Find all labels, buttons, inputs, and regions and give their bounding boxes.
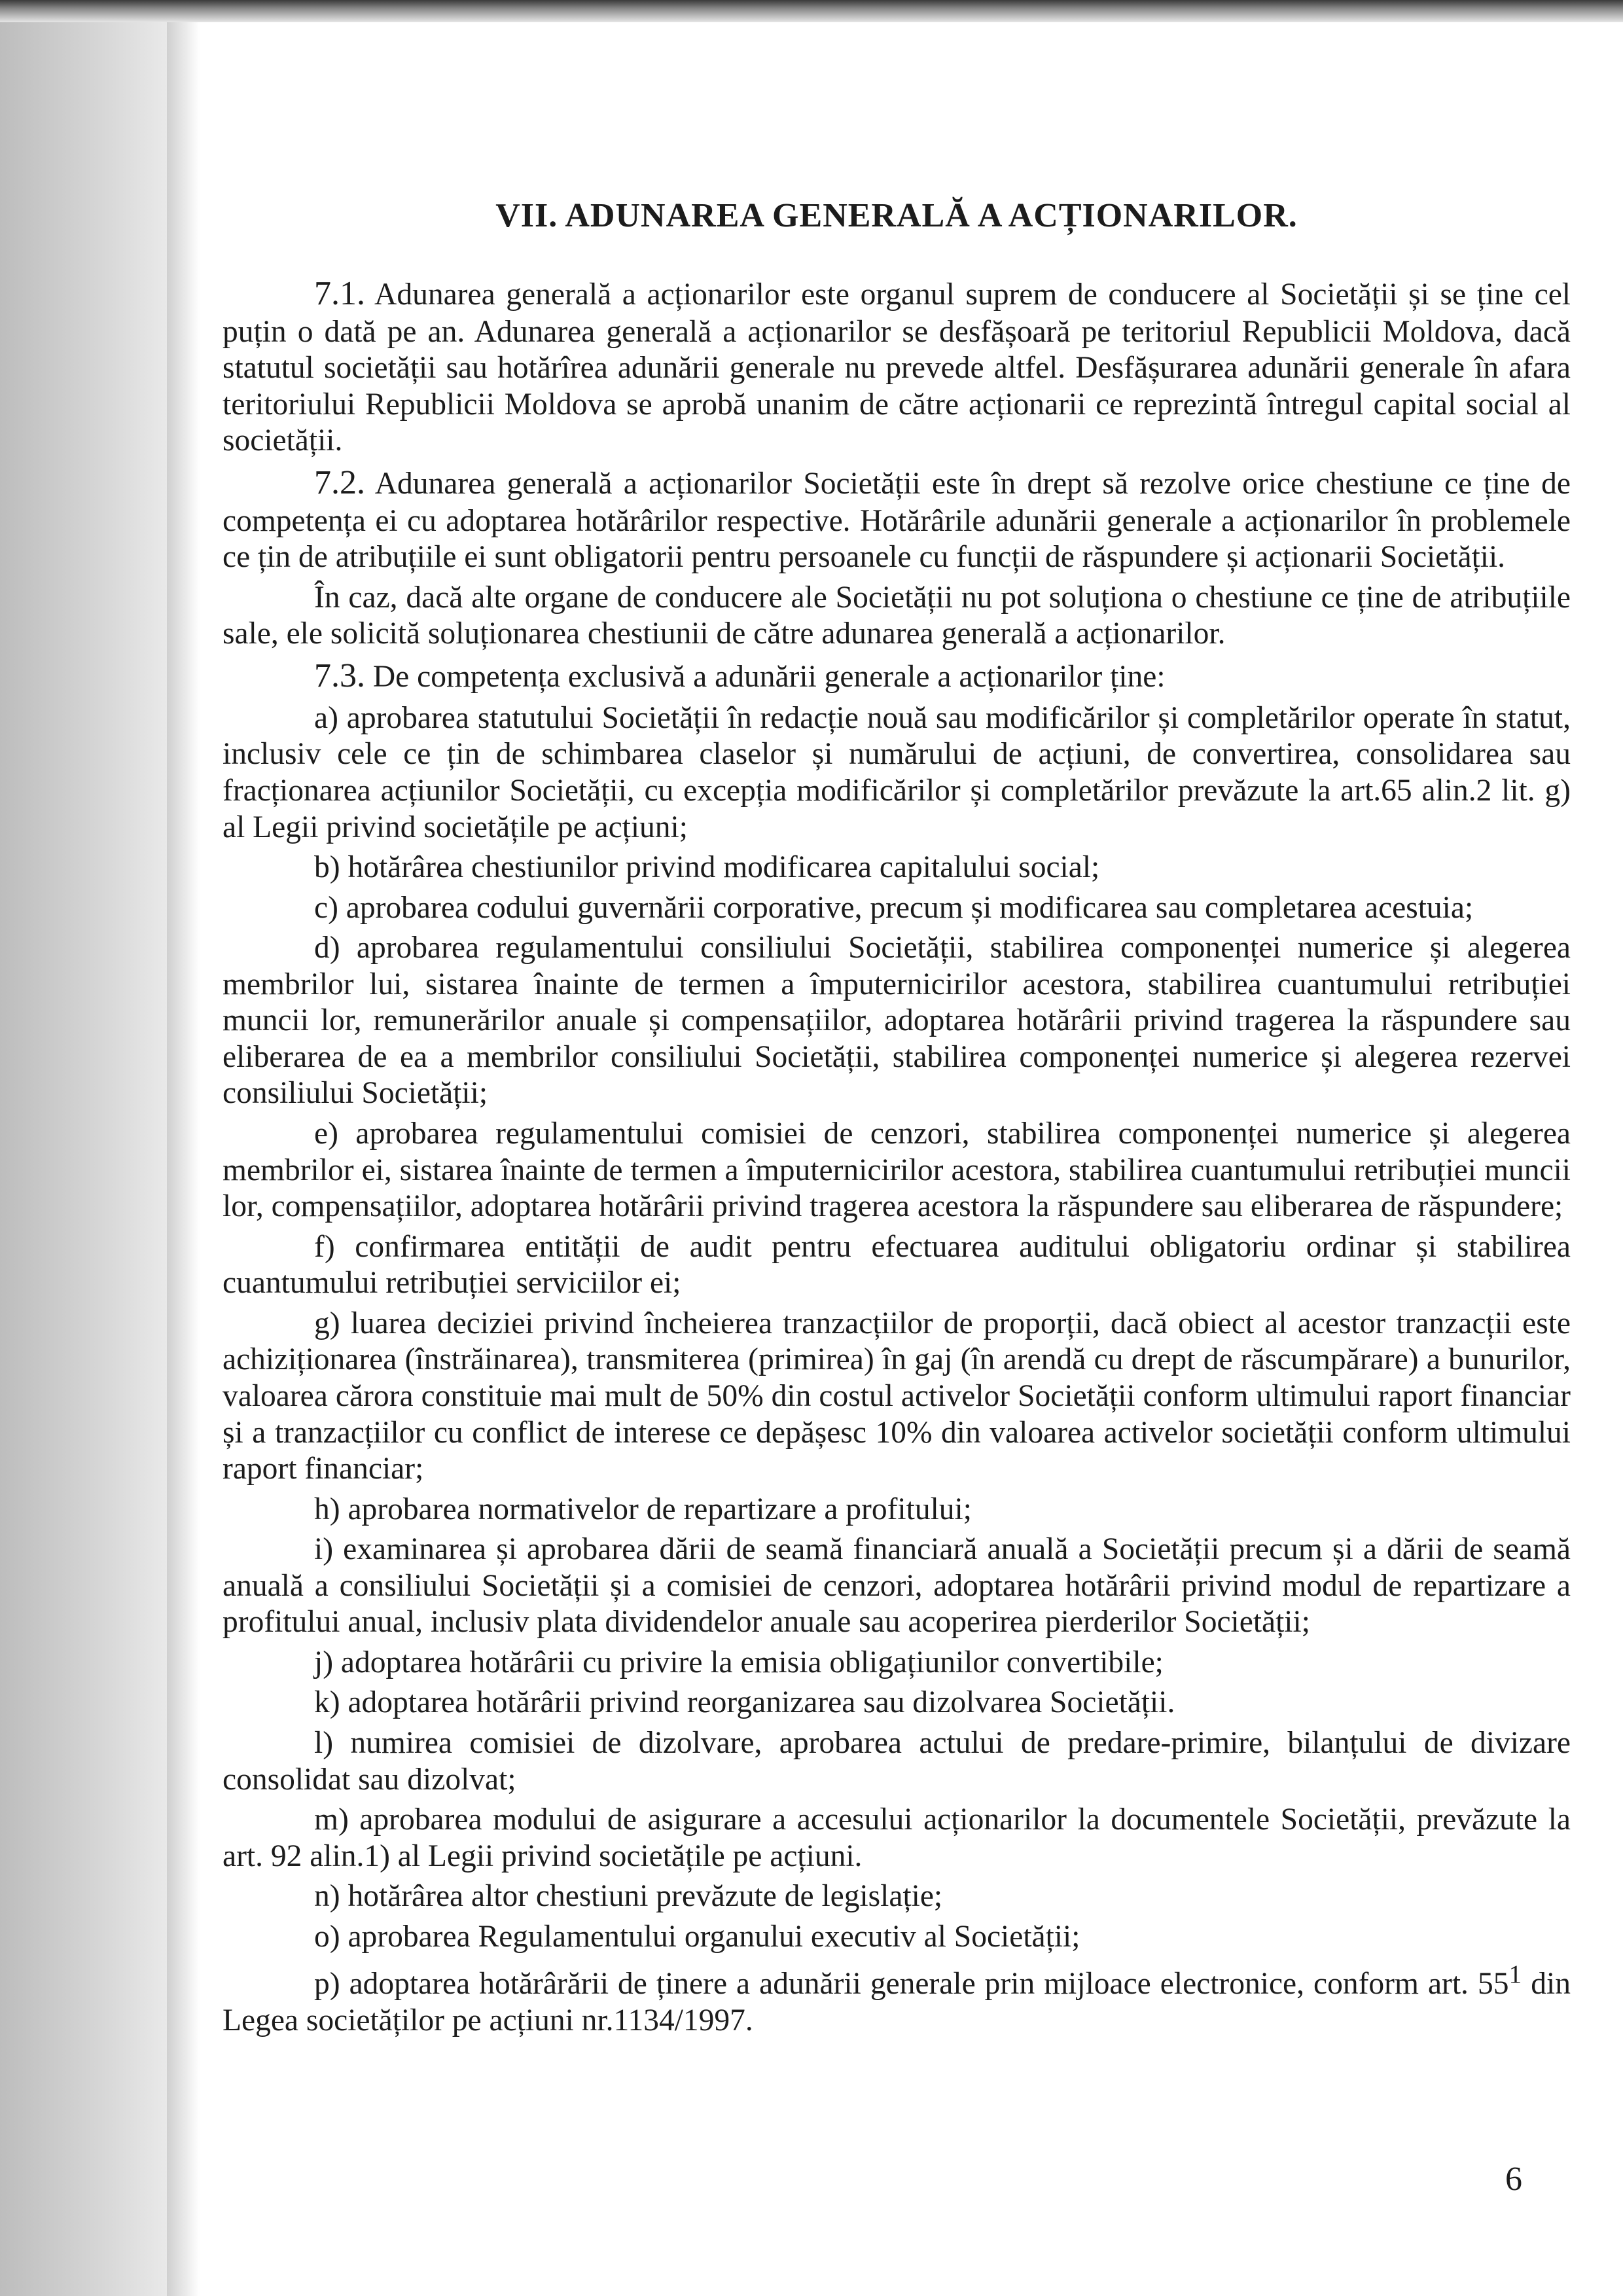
list-item-k: k) adoptarea hotărârii privind reorganizarea sau dizolvarea Societății. [314, 1685, 1175, 1720]
clause-text: Adunarea generală a acționarilor Societății este în drept să rezolve orice chestiune ce ține de competența ei cu adoptarea hotărârilor respective. Hotărârile adunării generale a acționarilor în problemele ce țin de atribuțiile ei sunt obligatorii pentru persoanele cu funcții de răspundere și acționarii Societății. [223, 466, 1571, 575]
adjacent-page-edge [0, 22, 167, 2296]
list-item-h: h) aprobarea normativelor de repartizare a profitului; [314, 1492, 972, 1526]
clause-7-3 [223, 656, 1571, 696]
list-item-l: l) numirea comisiei de dizolvare, aprobarea actului de predare-primire, bilanțului de divizare consolidat sau dizolvat; [223, 1726, 1571, 1797]
page-number: 6 [1505, 2161, 1522, 2198]
list-item-p [223, 1959, 1571, 2039]
list-item-c: c) aprobarea codului guvernării corporative, precum și modificarea sau completarea acestuia; [314, 890, 1474, 925]
list-item-g: g) luarea deciziei privind încheierea tranzacțiilor de proporții, dacă obiect al acestor tranzacții este achiziționarea (înstrăinarea), transmiterea (primirea) în gaj (în arendă cu drept de răscumpărare) a bunurilor, valoarea cărora constituie mai mult de 50% din costul activelor Societății conform ultimului raport financiar și a tranzacțiilor cu conflict de interese ce depășesc 10% din valoarea activelor societății conform ultimului raport financiar; [223, 1306, 1571, 1486]
list-item-n: n) hotărârea altor chestiuni prevăzute de legislație; [314, 1879, 943, 1914]
list-item-j: j) adoptarea hotărârii cu privire la emisia obligațiunilor convertibile; [314, 1645, 1164, 1679]
chapter-title: VII. ADUNAREA GENERALĂ A ACȚIONARILOR. [495, 197, 1298, 234]
clause-number: 7.3. [314, 656, 365, 694]
list-item-o: o) aprobarea Regulamentului organului executiv al Societății; [314, 1919, 1080, 1954]
clause-text: De competența exclusivă a adunării generale a acționarilor ține: [372, 659, 1166, 694]
document-page [223, 196, 1571, 2039]
list-item-m: m) aprobarea modului de asigurare a accesului acționarilor la documentele Societății, prevăzute la art. 92 alin.1) al Legii privind societățile pe acțiuni. [223, 1803, 1571, 1873]
list-item-p-tail: din Legea societăților pe acțiuni nr.1134/1997. [223, 1967, 1571, 2037]
list-item-i: i) examinarea și aprobarea dării de seamă financiară anuală a Societății precum și a dării de seamă anuală a consiliului Societății și a comisiei de cenzori, adoptarea hotărârii privind modul de repartizare a profitului anual, inclusiv plata dividendelor anuale sau acoperirea pierderilor Societății; [223, 1532, 1571, 1640]
list-item-b: b) hotărârea chestiunilor privind modificarea capitalului social; [314, 850, 1100, 885]
scan-top-edge [0, 0, 1623, 22]
clause-7-2 [223, 463, 1571, 576]
clause-7-1 [223, 274, 1571, 459]
clause-text: Adunarea generală a acționarilor este organul suprem de conducere al Societății și se ține cel puțin o dată pe an. Adunarea generală a acționarilor se desfășoară pe teritoriul Republicii Moldova, dacă statutul societății sau hotărîrea adunării generale nu prevede altfel. Desfășurarea adunării generale în afara teritoriului Republicii Moldova se aprobă unanim de către acționarii ce reprezintă întregul capital social al societății. [223, 277, 1571, 458]
binding-shadow [167, 22, 200, 2296]
clause-7-2-paragraph: În caz, dacă alte organe de conducere ale Societății nu pot soluționa o chestiune ce ține de atribuțiile sale, ele solicită soluționarea chestiunii de către adunarea generală a acționarilor. [223, 580, 1571, 651]
superscript-mark: 1 [1508, 1960, 1522, 1989]
list-item-a: a) aprobarea statutului Societății în redacție nouă sau modificărilor și completărilor operate în statut, inclusiv cele ce țin de schimbarea claselor și numărului de acțiuni, de convertirea, consolidarea sau fracționarea acțiunilor Societății, cu excepția modificărilor și completărilor prevăzute la art.65 alin.2 lit. g) al Legii privind societățile pe acțiuni; [223, 700, 1571, 844]
list-item-d: d) aprobarea regulamentului consiliului Societății, stabilirea componenței numerice și alegerea membrilor lui, sistarea înainte de termen a împuternicirilor acestora, stabilirea cuantumului retribuției muncii lor, remunerărilor anuale și compensațiilor, adoptarea hotărârii privind tragerea la răspundere sau eliberarea de ea a membrilor consiliului Societății, stabilirea componenței numerice și alegerea rezervei consiliului Societății; [223, 931, 1571, 1111]
list-item-f: f) confirmarea entității de audit pentru efectuarea auditului obligatoriu ordinar și stabilirea cuantumului retribuției serviciilor ei; [223, 1229, 1571, 1300]
clause-number: 7.2. [314, 463, 365, 501]
clause-number: 7.1. [314, 274, 365, 312]
list-item-p-text: p) adoptarea hotărârării de ținere a adunării generale prin mijloace electronice, conform art. 55 [314, 1967, 1509, 2001]
list-item-e: e) aprobarea regulamentului comisiei de cenzori, stabilirea componenței numerice și alegerea membrilor ei, sistarea înainte de termen a împuternicirilor acestora, stabilirea cuantumului retribuției muncii lor, compensațiilor, adoptarea hotărârii privind tragerea acestora la răspundere sau eliberarea de răspundere; [223, 1117, 1571, 1224]
